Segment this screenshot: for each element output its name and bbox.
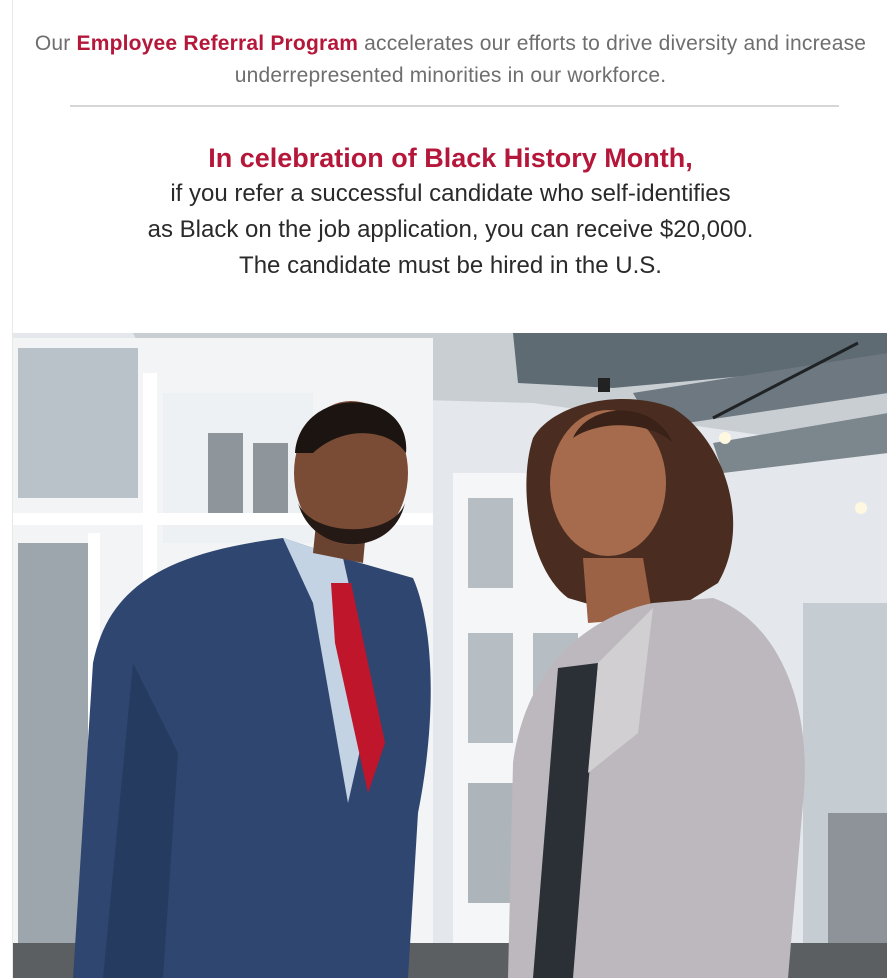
program-intro [13, 28, 887, 92]
intro-prefix: Our [34, 32, 77, 55]
offer-line-3: The candidate must be hired in the U.S. [239, 252, 662, 279]
offer-text [13, 176, 887, 284]
intro-suffix: accelerates our efforts to drive diversity and increase underrepresented minorities in our workforce. [234, 32, 867, 87]
referral-card [12, 0, 887, 978]
offer-line-2: as Black on the job application, you can receive $20,000. [147, 216, 754, 243]
headline: In celebration of Black History Month, [208, 143, 693, 173]
program-name: Employee Referral Program [76, 32, 359, 55]
divider [70, 105, 839, 107]
hero-photo [13, 333, 887, 978]
offer-line-1: if you refer a successful candidate who self-identifies [170, 180, 731, 207]
